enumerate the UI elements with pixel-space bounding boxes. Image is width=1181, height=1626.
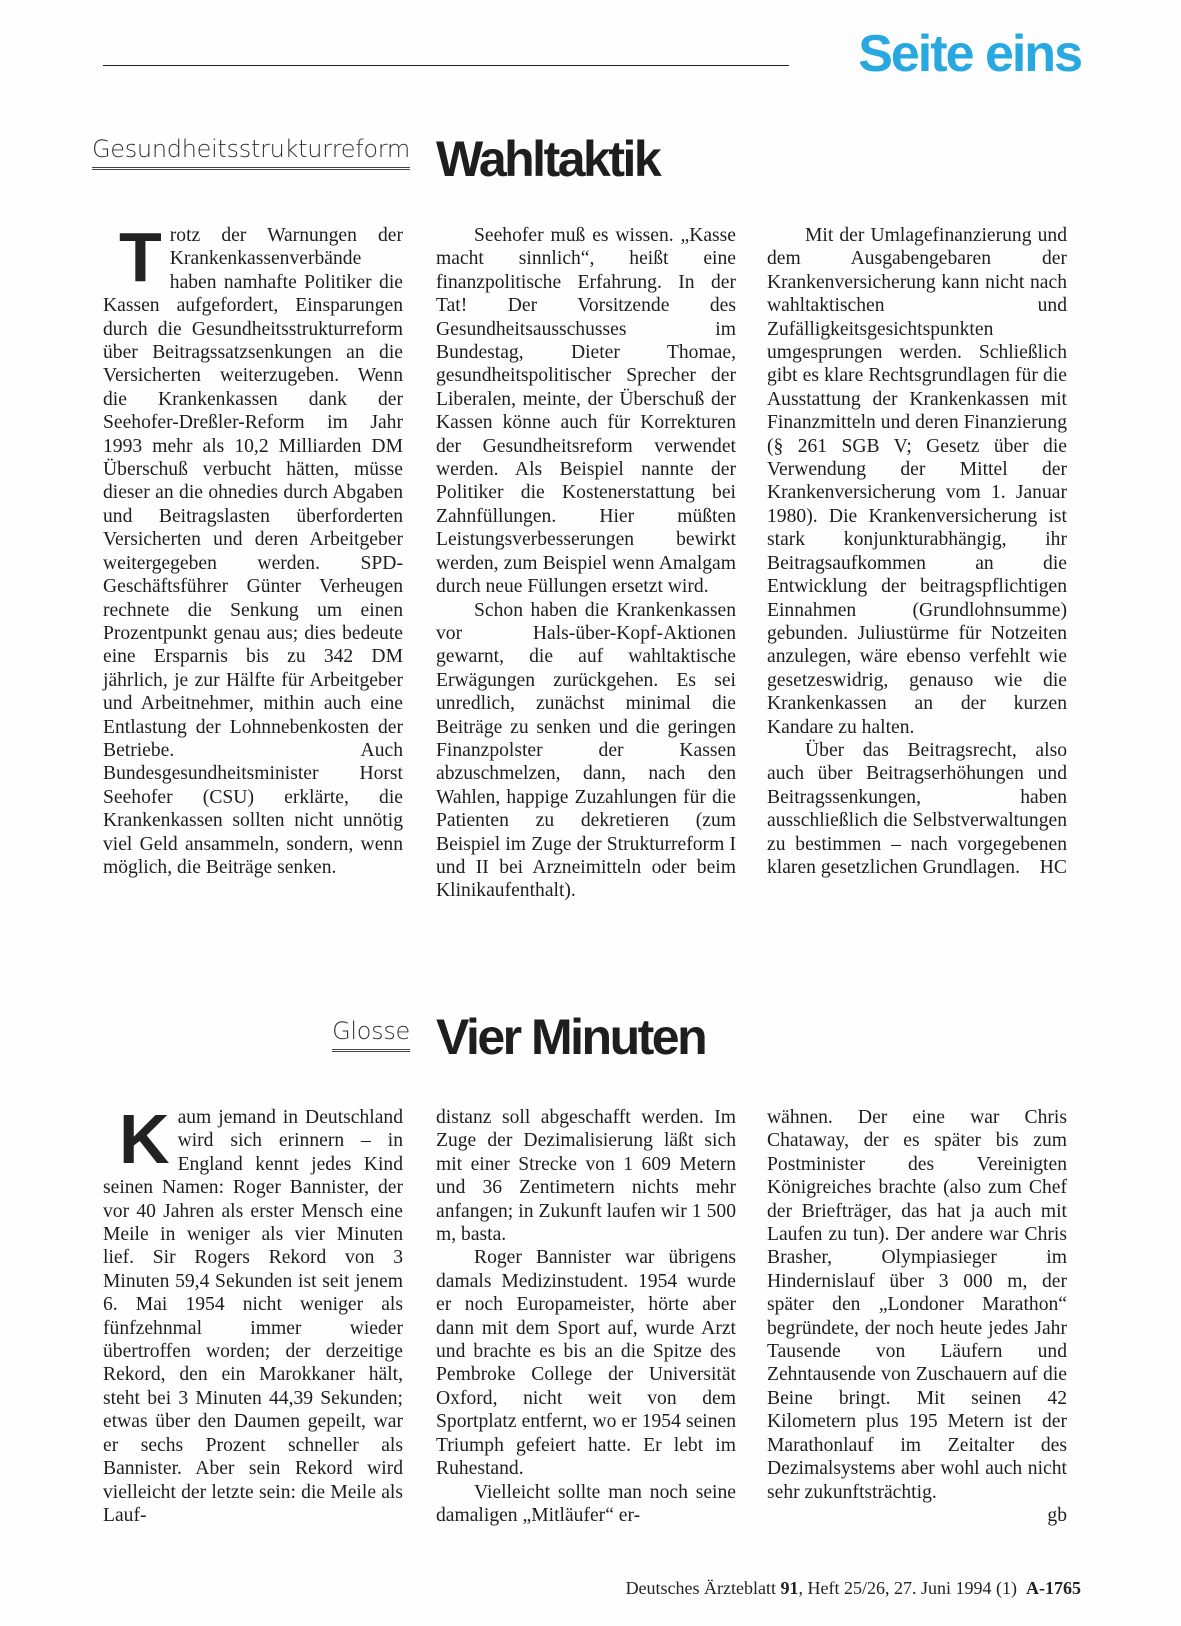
- article1-dropcap: T: [119, 218, 162, 296]
- article1-col1-text: rotz der Warnungen der Krankenkassenverbände haben namhafte Politiker die Kassen aufgefordert, Einsparungen durch die Gesundheitsstrukturreform über Beitragssatzsenkungen an die Versicherten weiterzugeben. Wenn die Krankenkassen dank der Seehofer-Dreßler-Reform im Jahr 1993 mehr als 10,2 Milliarden DM Überschuß verbucht hätten, müsse dieser an die ohnedies durch Abgaben und Beitragslasten überforderten Versicherten und deren Arbeitgeber weitergegeben werden. SPD-Geschäftsführer Günter Verheugen rechnete die Senkung um einen Prozentpunkt genau aus; dies bedeute eine Ersparnis bis zu 342 DM jährlich, je zur Hälfte für Arbeitgeber und Arbeitnehmer, mithin auch eine Entlastung der Lohnnebenkosten der Betriebe. Auch Bundesgesundheitsminister Horst Seehofer (CSU) erklärte, die Krankenkassen sollten nicht unnötig viel Geld ansammeln, sondern, wenn möglich, die Beiträge senken.: [103, 225, 403, 878]
- article1-col3-paragraph-1: Mit der Umlagefinanzierung und dem Ausgabengebaren der Krankenversicherung kann nicht nach wahltaktischen und Zufälligkeitsgesichtspunkten umgesprungen werden. Schließlich gibt es klare Rechtsgrundlagen für die Ausstattung der Krankenkassen mit Finanzmitteln und deren Finanzierung (§ 261 SGB V; Gesetz über die Verwendung der Mittel der Krankenversicherung vom 1. Januar 1980). Die Krankenversicherung ist stark konjunkturabhängig, ihr Beitragsaufkommen an die Entwicklung der beitragspflichtigen Einnahmen (Grundlohnsumme) gebunden. Juliustürme für Notzeiten anzulegen, wäre ebenso verfehlt wie gesetzeswidrig, genauso wie die Krankenkassen an der kurzen Kandare zu halten.: [767, 225, 1067, 738]
- footer-volume: 91: [780, 1578, 799, 1598]
- article2-headline: Vier Minuten: [436, 1009, 706, 1065]
- article1-col2-paragraph-2: Schon haben die Krankenkassen vor Hals-über-Kopf-Aktionen gewarnt, die auf wahltaktische Erwägungen zurückgehen. Es sei unredlich, zunächst minimal die Beiträge zu senken und die geringen Finanzpolster der Kassen abzuschmelzen, dann, nach den Wahlen, happige Zuzahlungen für die Patienten zu dekretieren (zum Beispiel im Zuge der Strukturreform I und II bei Arzneimitteln oder beim Klinikaufenthalt).: [436, 599, 736, 902]
- article2-signature: gb: [1047, 1504, 1067, 1526]
- footer-journal: Deutsches Ärzteblatt: [625, 1578, 777, 1598]
- footer-issue: , Heft 25/26, 27. Juni 1994 (1): [798, 1578, 1017, 1598]
- article2-col2-paragraph-3: Vielleicht sollte man noch seine damaligen „Mitläufer“ er-: [436, 1481, 736, 1526]
- article1-col3-paragraph-2: [767, 739, 1067, 879]
- footer-page-number: A-1765: [1026, 1578, 1081, 1598]
- top-rule: [103, 65, 789, 66]
- article2-column-3: [767, 1106, 1067, 1527]
- article2-column-2: [436, 1106, 736, 1527]
- article2-col2-paragraph-1: distanz soll abgeschafft werden. Im Zuge der Dezimalisierung läßt sich mit einer Strecke von 1 609 Metern und 36 Zentimetern nichts mehr anfangen; in Zukunft laufen wir 1 500 m, basta.: [436, 1107, 736, 1246]
- article2-col1-text: aum jemand in Deutschland wird sich erinnern – in England kennt jedes Kind seinen Namen: Roger Bannister, der vor 40 Jahren als erster Mensch eine Meile in weniger als vier Minuten lief. Sir Rogers Rekord von 3 Minuten 59,4 Sekunden ist seit jenem 6. Mai 1954 nicht weniger als fünfzehnmal immer wieder übertroffen worden; der derzeitige Rekord, den ein Marokkaner hält, steht bei 3 Minuten 44,39 Sekunden; etwas über den Daumen gepeilt, war er sechs Prozent schneller als Bannister. Aber sein Rekord wird vielleicht der letzte sein: die Meile als Lauf-: [103, 1107, 403, 1526]
- article2-dropcap: K: [119, 1100, 170, 1178]
- article1-column-1: [103, 218, 403, 879]
- article1-column-2: [436, 224, 736, 903]
- article2-col2-paragraph-2: Roger Bannister war übrigens damals Medizinstudent. 1954 wurde er noch Europameister, hörte aber dann mit dem Sport auf, wurde Arzt und brachte es bis an die Spitze des Pembroke College der Universität Oxford, nicht weit von dem Sportplatz entfernt, wo er 1954 seinen Triumph gefeiert hatte. Er lebt im Ruhestand.: [436, 1247, 736, 1480]
- article1-col2-paragraph-1: Seehofer muß es wissen. „Kasse macht sinnlich“, heißt eine finanzpolitische Erfahrung. In der Tat! Der Vorsitzende des Gesundheitsausschusses im Bundestag, Dieter Thomae, gesundheitspolitischer Sprecher der Liberalen, meinte, der Überschuß der Kassen könne auch für Korrekturen der Gesundheitsreform verwendet werden. Als Beispiel nannte der Politiker die Kostenerstattung bei Zahnfüllungen. Hier müßten Leistungsverbesserungen bewirkt werden, zum Beispiel wenn Amalgam durch neue Füllungen ersetzt wird.: [436, 225, 736, 598]
- article1-col3-paragraph-2-text: Über das Beitragsrecht, also auch über Beitragserhöhungen und Beitragssenkungen, haben ausschließlich die Selbstverwaltungen zu bestimmen – nach vorgegebenen klaren gesetzlichen Grundlagen.: [767, 739, 1067, 878]
- article1-kicker: Gesundheitsstrukturreform: [92, 136, 410, 170]
- article2-column-1: [103, 1100, 403, 1527]
- article1-headline: Wahltaktik: [436, 131, 660, 187]
- article2-col3-paragraph: wähnen. Der eine war Chris Chataway, der es später bis zum Postminister des Vereinigten Königreiches brachte (also zum Chef der Briefträger, das hat ja auch mit Laufen zu tun). Der andere war Chris Brasher, Olympiasieger im Hindernislauf über 3 000 m, der später den „Londoner Marathon“ begründete, der noch heute jedes Jahr Tausende von Läufern und Zehntausende von Zuschauern auf die Beine bringt. Mit seinen 42 Kilometern plus 195 Metern ist der Marathonlauf im Zeitalter des Dezimalsystems aber wohl auch nicht sehr zukunftsträchtig.: [767, 1107, 1067, 1503]
- article2-kicker: Glosse: [332, 1018, 410, 1052]
- article1-signature: HC: [1039, 856, 1067, 878]
- article1-column-3: [767, 224, 1067, 879]
- section-title: Seite eins: [858, 25, 1081, 83]
- page-footer: [626, 1579, 1081, 1597]
